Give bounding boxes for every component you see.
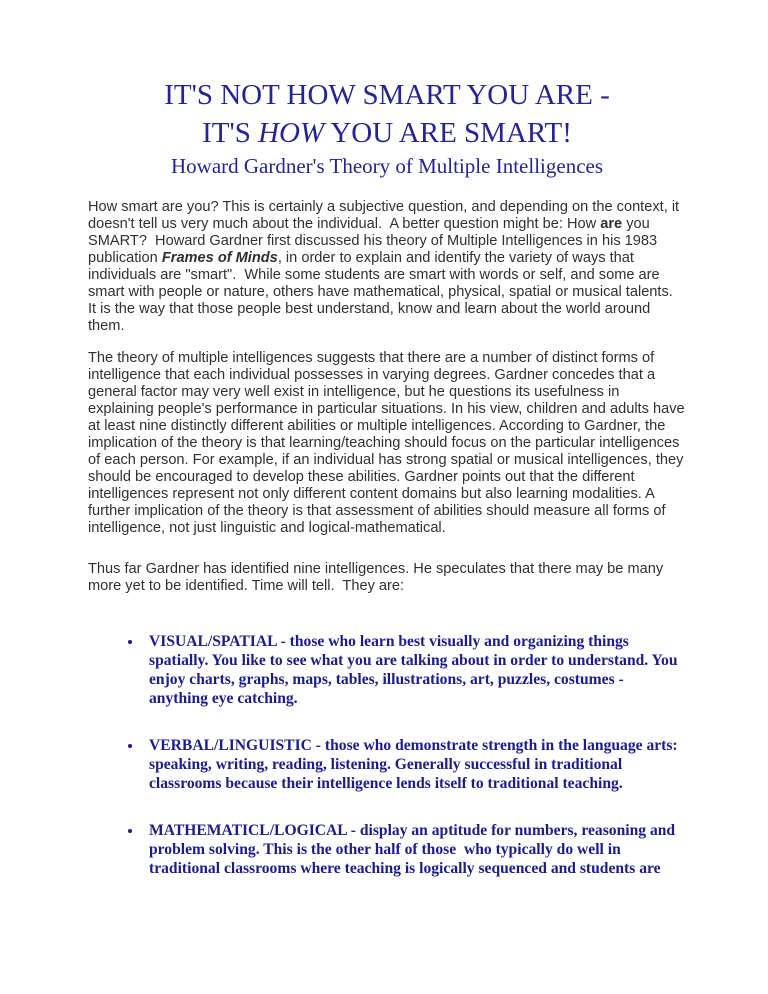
text-segment: YOU ARE SMART!: [324, 117, 572, 149]
document-heading: [88, 76, 686, 180]
body-paragraphs: [88, 199, 689, 595]
text-segment: are: [600, 216, 623, 232]
intelligence-bullet-item: • VERBAL/LINGUISTIC - those who demonstrate strength in the language arts: speaking, writing, reading, listening. Generally successful in traditional classrooms because their intelligence lends itself to traditional teaching.: [143, 736, 686, 793]
document-title-line-1: IT'S NOT HOW SMART YOU ARE -: [164, 79, 610, 111]
intelligence-bullet-item: • VISUAL/SPATIAL - those who learn best visually and organizing things spatially. You like to see what you are talking about in order to understand. You enjoy charts, graphs, maps, tables, illustrations, art, puzzles, costumes - anything eye catching.: [143, 632, 686, 708]
body-paragraph: [88, 350, 689, 537]
text-segment: IT'S: [202, 117, 259, 149]
document-subtitle: Howard Gardner's Theory of Multiple Intelligences: [170, 154, 604, 178]
body-paragraph: [88, 561, 686, 595]
document-title-line-2: [88, 114, 686, 152]
intelligences-bullet-list: [88, 632, 686, 878]
text-segment: The theory of multiple intelligences suggests that there are a number of distinct forms of intelligence that each individual possesses in varying degrees. Gardner concedes that a general factor may very well exist in intelligence, but he questions its usefulness in explaining people's performance in particular situations. In his view, children and adults have at least nine distinctly different abilities or multiple intelligences. According to Gardner, the implication of the theory is that learning/teaching should focus on the particular intelligences of each person. For example, if an individual has strong spatial or musical intelligences, they should be encouraged to develop these abilities. Gardner points out that the different intelligences represent not only different content domains but also learning modalities. A further implication of the theory is that assessment of abilities should measure all forms of intelligence, not just linguistic and logical-mathematical.: [88, 350, 689, 536]
text-segment: Frames of Minds: [161, 250, 278, 266]
body-paragraph: [88, 199, 686, 335]
text-segment: Thus far Gardner has identified nine intelligences. He speculates that there may be many more yet to be identified. Time will tell. They are:: [88, 561, 668, 594]
intelligence-bullet-item: • MATHEMATICL/LOGICAL - display an aptitude for numbers, reasoning and problem solving. This is the other half of those who typically do well in traditional classrooms where teaching is logically sequenced and students are: [143, 821, 686, 878]
text-segment: How smart are you? This is certainly a subjective question, and depending on the context, it doesn't tell us very much about the individual. A better question might be: How: [88, 199, 684, 232]
text-segment: HOW: [258, 117, 325, 149]
text-segment: you SMART? Howard Gardner first discussed his theory of Multiple Intelligences in his 1983 publication: [88, 216, 662, 266]
text-segment: , in order to explain and identify the variety of ways that individuals are "smart". While some students are smart with words or self, and some are smart with people or nature, others have mathematical, physical, spatial or musical talents. It is the way that those people best understand, know and learn about the world around them.: [88, 250, 681, 334]
